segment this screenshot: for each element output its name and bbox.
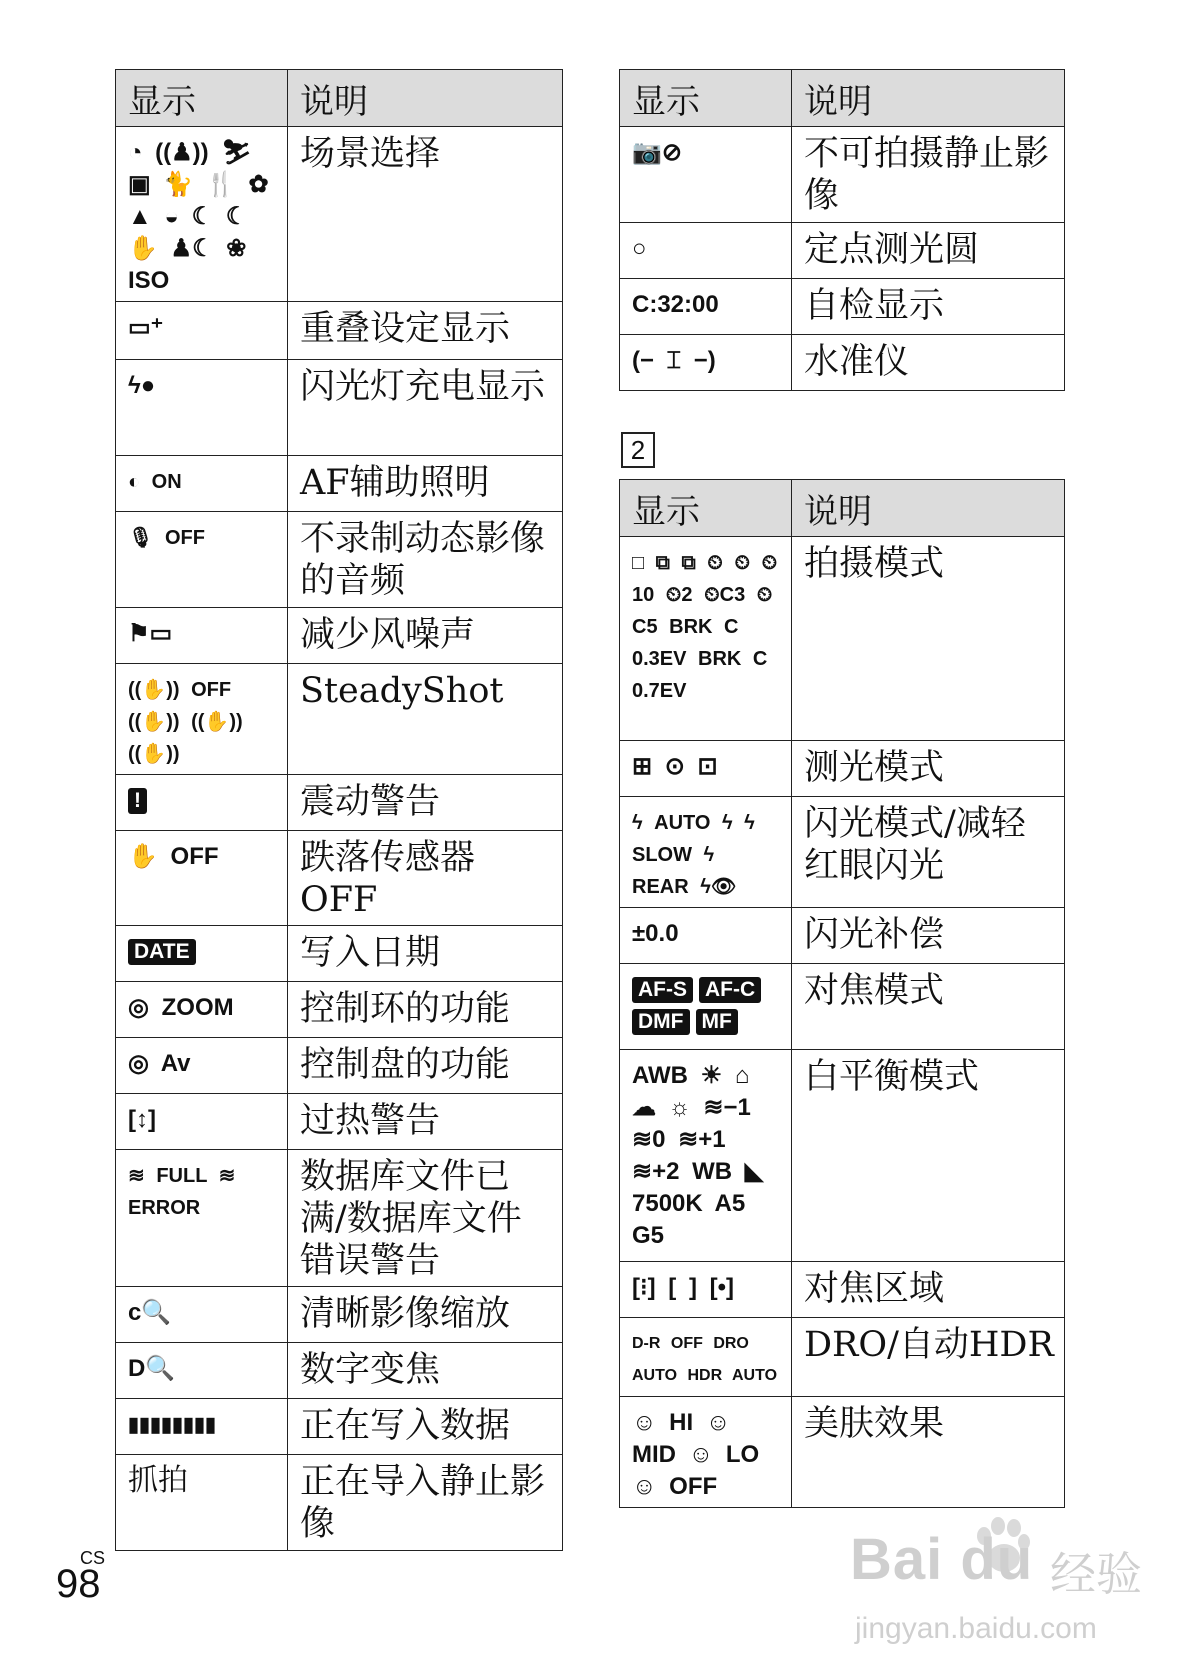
row-description: 场景选择 (288, 127, 563, 302)
white-balance-icons: AWB ☀ ⌂ ☁ ☼ ≋−1 ≋0 ≋+1 ≋+2 WB ◣ 7500K A5 G5 (620, 1050, 792, 1262)
row-description: 写入日期 (288, 926, 563, 982)
metering-mode-icons: ⊞ ⊙ ⊡ (620, 741, 792, 797)
writing-data-icon: ▮▮▮▮▮▮▮▮ (116, 1399, 288, 1455)
row-description: 数据库文件已满/数据库文件错误警告 (288, 1150, 563, 1287)
watermark-logo: Bai du (850, 1527, 1034, 1592)
row-description: 震动警告 (288, 775, 563, 831)
watermark-cn: 经验 (1050, 1548, 1142, 1600)
table-row (116, 926, 563, 982)
wind-noise-icon: ⚑▭ (116, 608, 288, 664)
table-row (620, 1318, 1065, 1397)
baidu-watermark (850, 1516, 1180, 1666)
row-description: 减少风噪声 (288, 608, 563, 664)
flash-compensation-value: ±0.0 (620, 908, 792, 964)
table-row (116, 456, 563, 512)
spot-circle-icon: ○ (620, 223, 792, 279)
row-description: 对焦区域 (792, 1262, 1065, 1318)
drive-mode-icons: □ ⧉ ⧉ ⏲ ⏲ ⏲10 ⏲2 ⏲C3 ⏲C5 BRK C 0.3EV BRK C 0.7EV (620, 537, 792, 741)
row-description: 不可拍摄静止影像 (792, 127, 1065, 223)
af-illuminator-icon: ◐ ON (116, 456, 288, 512)
soft-skin-icons: ☺ HI ☺ MID ☺ LO ☺ OFF (620, 1397, 792, 1508)
table-row (116, 360, 563, 456)
table-row (116, 1150, 563, 1287)
row-description: 跌落传感器OFF (288, 831, 563, 926)
table-row (620, 537, 1065, 741)
row-description: 闪光补偿 (792, 908, 1065, 964)
row-description: 美肤效果 (792, 1397, 1065, 1508)
row-description: 重叠设定显示 (288, 302, 563, 360)
overlay-icon: ▭⁺ (116, 302, 288, 360)
row-description: 白平衡模式 (792, 1050, 1065, 1262)
level-gauge-icon: (− ⌶ −) (620, 335, 792, 391)
table-row (620, 908, 1065, 964)
header-description: 说明 (288, 70, 563, 127)
af-s-badge: AF-S (632, 977, 693, 1003)
table-row (116, 302, 563, 360)
no-still-image-icon: 📷⊘ (620, 127, 792, 223)
table-row (620, 1262, 1065, 1318)
page-number: 98 (56, 1562, 101, 1606)
row-description: 测光模式 (792, 741, 1065, 797)
watermark-url: jingyan.baidu.com (855, 1612, 1097, 1645)
row-description: AF辅助照明 (288, 456, 563, 512)
display-table-left (115, 69, 563, 1551)
control-wheel-icon: ◎ Av (116, 1038, 288, 1094)
table-row (116, 831, 563, 926)
table-row (116, 664, 563, 775)
table-row (116, 608, 563, 664)
table-row (116, 1287, 563, 1343)
flash-mode-icons: ϟ AUTO ϟ ϟ SLOW ϟ REAR ϟ👁 (620, 797, 792, 908)
display-table-right-bottom (619, 479, 1065, 1508)
section-number: 2 (621, 432, 655, 468)
flash-charge-icon: ϟ● (116, 360, 288, 456)
table-row (620, 335, 1065, 391)
header-display: 显示 (620, 70, 792, 127)
dro-hdr-icons: D-R OFF DRO AUTO HDR AUTO (620, 1318, 792, 1397)
header-description: 说明 (792, 480, 1065, 537)
table-row (116, 1399, 563, 1455)
row-description: 闪光模式/减轻红眼闪光 (792, 797, 1065, 908)
row-description: 拍摄模式 (792, 537, 1065, 741)
header-description: 说明 (792, 70, 1065, 127)
row-description: 闪光灯充电显示 (288, 360, 563, 456)
scene-selection-icons: ◔ ((♟)) ⛷ ▣ 🐈 🍴 ✿ ▲ ◒ ☾ ☾✋ ♟☾ ❀ ISO (116, 127, 288, 302)
row-description: 定点测光圆 (792, 223, 1065, 279)
row-description: 对焦模式 (792, 964, 1065, 1050)
table-row (620, 797, 1065, 908)
row-description: 数字变焦 (288, 1343, 563, 1399)
table-row (620, 127, 1065, 223)
fall-sensor-off-icon: ✋ OFF (116, 831, 288, 926)
table-row (620, 279, 1065, 335)
table-row (116, 1455, 563, 1551)
table-row (620, 223, 1065, 279)
overheat-warning-icon: [↕] (116, 1094, 288, 1150)
table-row (116, 512, 563, 608)
table-row (620, 1050, 1065, 1262)
clear-image-zoom-icon: c🔍 (116, 1287, 288, 1343)
table-row (116, 1343, 563, 1399)
page-language-code: CS (80, 1548, 106, 1568)
control-ring-icon: ◎ ZOOM (116, 982, 288, 1038)
table-row (116, 982, 563, 1038)
dmf-badge: DMF (632, 1009, 690, 1035)
row-description: DRO/自动HDR (792, 1318, 1065, 1397)
header-display: 显示 (620, 480, 792, 537)
table-header-row (620, 480, 1065, 537)
row-description: 控制环的功能 (288, 982, 563, 1038)
row-description: 清晰影像缩放 (288, 1287, 563, 1343)
vibration-warning-icon: ! (116, 775, 288, 831)
mf-badge: MF (696, 1009, 738, 1035)
row-description: 过热警告 (288, 1094, 563, 1150)
table-header-row (620, 70, 1065, 127)
table-header-row (116, 70, 563, 127)
table-row (116, 1094, 563, 1150)
row-description: 自检显示 (792, 279, 1065, 335)
table-row (116, 775, 563, 831)
focus-area-icons: [⁝] [ ] [•] (620, 1262, 792, 1318)
focus-mode-icons (620, 964, 792, 1050)
table-row (116, 1038, 563, 1094)
mic-off-icon: 🎙 OFF (116, 512, 288, 608)
row-description: 控制盘的功能 (288, 1038, 563, 1094)
steadyshot-icons: ((✋)) OFF ((✋)) ((✋)) ((✋)) (116, 664, 288, 775)
row-description: 不录制动态影像的音频 (288, 512, 563, 608)
table-row (620, 1397, 1065, 1508)
date-icon: DATE (116, 926, 288, 982)
table-row (620, 964, 1065, 1050)
digital-zoom-icon: D🔍 (116, 1343, 288, 1399)
table-row (116, 127, 563, 302)
table-row (620, 741, 1065, 797)
row-description: 正在写入数据 (288, 1399, 563, 1455)
header-display: 显示 (116, 70, 288, 127)
af-c-badge: AF-C (699, 977, 761, 1003)
database-warning-icons: ≋ FULL ≋ ERROR (116, 1150, 288, 1287)
row-description: SteadyShot (288, 664, 563, 775)
row-description: 正在导入静止影像 (288, 1455, 563, 1551)
self-diagnosis-code: C:32:00 (620, 279, 792, 335)
snapshot-label: 抓拍 (116, 1455, 288, 1551)
row-description: 水准仪 (792, 335, 1065, 391)
display-table-right-top (619, 69, 1065, 391)
